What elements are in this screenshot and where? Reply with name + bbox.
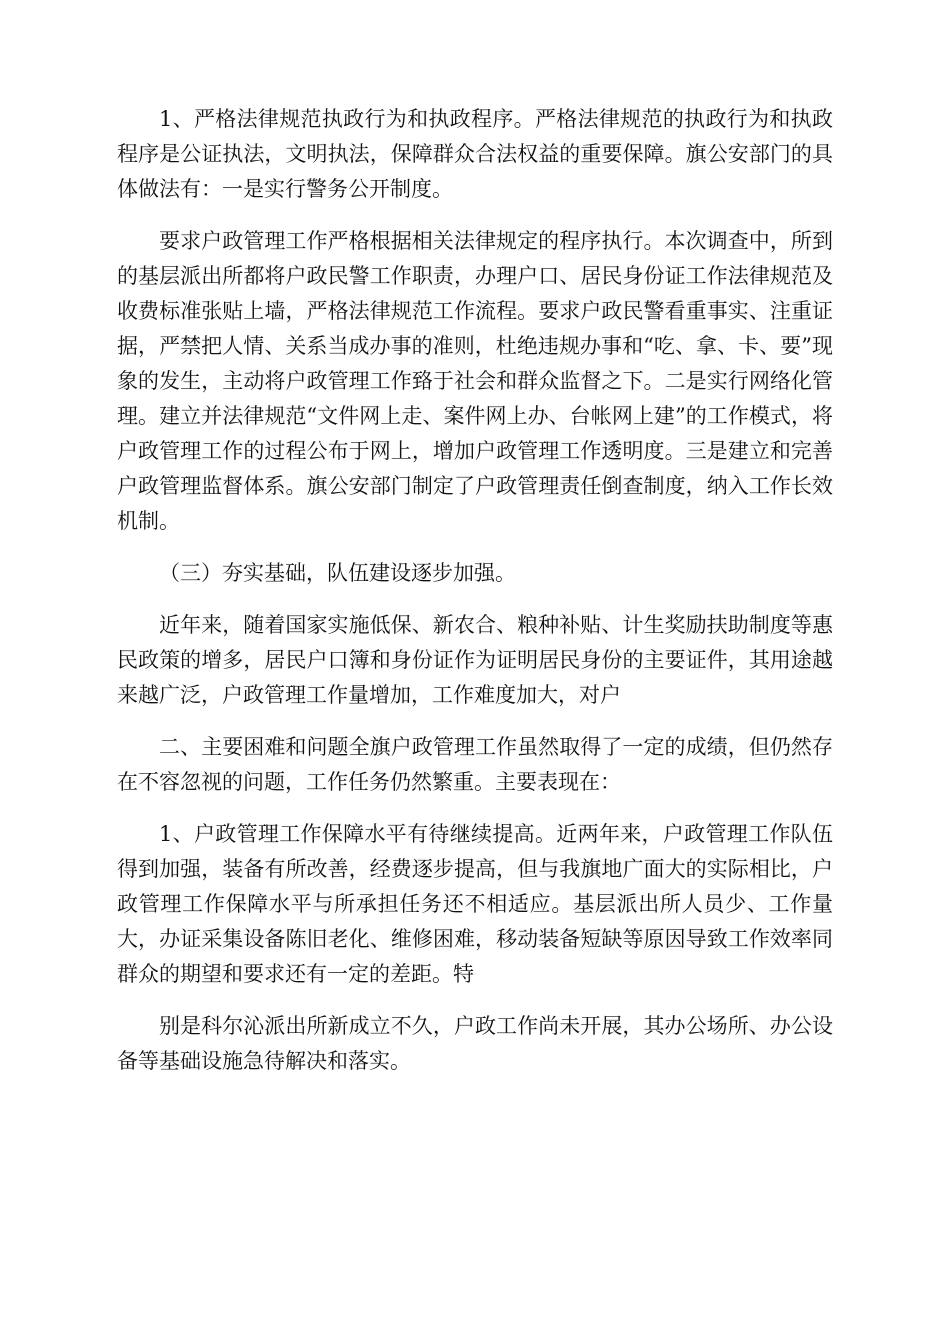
paragraph-keerqin-station: 别是科尔沁派出所新成立不久，户政工作尚未开展，其办公场所、办公设备等基础设施急待解决和落实。 — [117, 1014, 833, 1073]
document-page — [117, 102, 833, 1096]
paragraph-law-enforcement: 1、严格法律规范执政行为和执政程序。严格法律规范的执政行为和执政程序是公证执法，文明执法，保障群众合法权益的重要保障。旗公安部门的具体做法有：一是实行警务公开制度。 — [117, 107, 833, 201]
paragraph-recent-years: 近年来，随着国家实施低保、新农合、粮种补贴、计生奖励扶助制度等惠民政策的增多，居民户口簿和身份证作为证明居民身份的主要证件，其用途越来越广泛，户政管理工作量增加，工作难度加大，对户 — [117, 613, 833, 707]
paragraph-problems: 二、主要困难和问题全旗户政管理工作虽然取得了一定的成绩，但仍然存在不容忽视的问题，工作任务仍然繁重。主要表现在： — [117, 735, 833, 794]
paragraph-guarantee-level: 1、户政管理工作保障水平有待继续提高。近两年来，户政管理工作队伍得到加强，装备有所改善，经费逐步提高，但与我旗地广面大的实际相比，户政管理工作保障水平与所承担任务还不相适应。基层派出所人员少、工作量大，办证采集设备陈旧老化、维修困难，移动装备短缺等原因导致工作效率同群众的期望和要求还有一定的差距。特 — [117, 822, 833, 986]
paragraph-section-heading: （三）夯实基础，队伍建设逐步加强。 — [159, 561, 516, 585]
paragraph-procedures: 要求户政管理工作严格根据相关法律规定的程序执行。本次调查中，所到的基层派出所都将户政民警工作职责，办理户口、居民身份证工作法律规范及收费标准张贴上墙，严格法律规范工作流程。要求户政民警看重事实、注重证据，严禁把人情、关系当成办事的准则，杜绝违规办事和“吃、拿、卡、要”现象的发生，主动将户政管理工作臵于社会和群众监督之下。二是实行网络化管理。建立并法律规范“文件网上走、案件网上办、台帐网上建”的工作模式，将户政管理工作的过程公布于网上，增加户政管理工作透明度。三是建立和完善户政管理监督体系。旗公安部门制定了户政管理责任倒查制度，纳入工作长效机制。 — [117, 229, 833, 533]
